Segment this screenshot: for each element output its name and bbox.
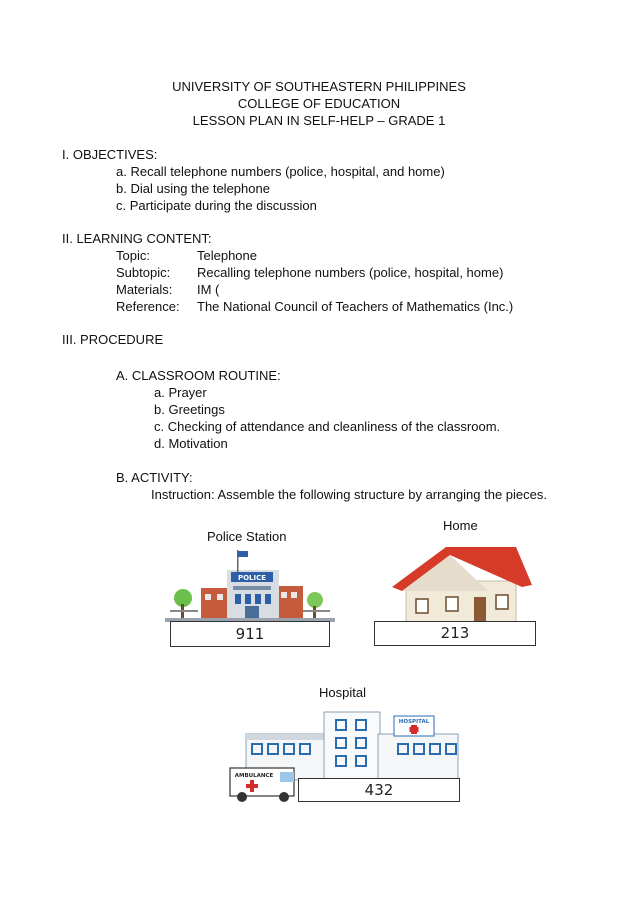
- hospital-number-box: 432: [298, 778, 460, 802]
- content-key: Subtopic:: [116, 265, 171, 280]
- content-heading: II. LEARNING CONTENT:: [62, 231, 212, 246]
- content-key: Topic:: [116, 248, 150, 263]
- procedure-heading: III. PROCEDURE: [62, 332, 164, 347]
- content-value: Telephone: [197, 248, 257, 263]
- content-value: IM (: [197, 282, 220, 297]
- header-university: UNIVERSITY OF SOUTHEASTERN PHILIPPINES: [172, 79, 466, 94]
- police-sign-text: POLICE: [237, 574, 267, 582]
- content-value: The National Council of Teachers of Mathematics (Inc.): [197, 299, 514, 314]
- objective-item: b. Dial using the telephone: [116, 181, 270, 196]
- ambulance-text: AMBULANCE: [234, 773, 274, 779]
- header-lesson-plan: LESSON PLAN IN SELF-HELP – GRADE 1: [192, 113, 446, 128]
- hospital-sign-text: HOSPITAL: [398, 719, 430, 725]
- objective-item: c. Participate during the discussion: [116, 198, 317, 213]
- activity-heading: B. ACTIVITY:: [116, 470, 193, 485]
- content-key: Reference:: [116, 299, 180, 314]
- objectives-heading: I. OBJECTIVES:: [62, 147, 158, 162]
- content-key: Materials:: [116, 282, 173, 297]
- home-illustration: [392, 545, 532, 625]
- home-number-box: 213: [374, 621, 536, 646]
- routine-heading: A. CLASSROOM ROUTINE:: [116, 368, 281, 383]
- activity-instruction: Instruction: Assemble the following structure by arranging the pieces.: [151, 487, 547, 502]
- police-station-label: Police Station: [207, 529, 287, 544]
- header-college: COLLEGE OF EDUCATION: [237, 96, 401, 111]
- content-value: Recalling telephone numbers (police, hospital, home): [197, 265, 504, 280]
- police-number-box: 911: [170, 621, 330, 647]
- routine-item: b. Greetings: [154, 402, 225, 417]
- police-station-illustration: [165, 548, 335, 628]
- objective-item: a. Recall telephone numbers (police, hospital, and home): [116, 164, 445, 179]
- routine-item: a. Prayer: [154, 385, 207, 400]
- hospital-label: Hospital: [319, 685, 366, 700]
- home-label: Home: [443, 518, 478, 533]
- routine-item: c. Checking of attendance and cleanliness of the classroom.: [154, 419, 501, 434]
- routine-item: d. Motivation: [154, 436, 228, 451]
